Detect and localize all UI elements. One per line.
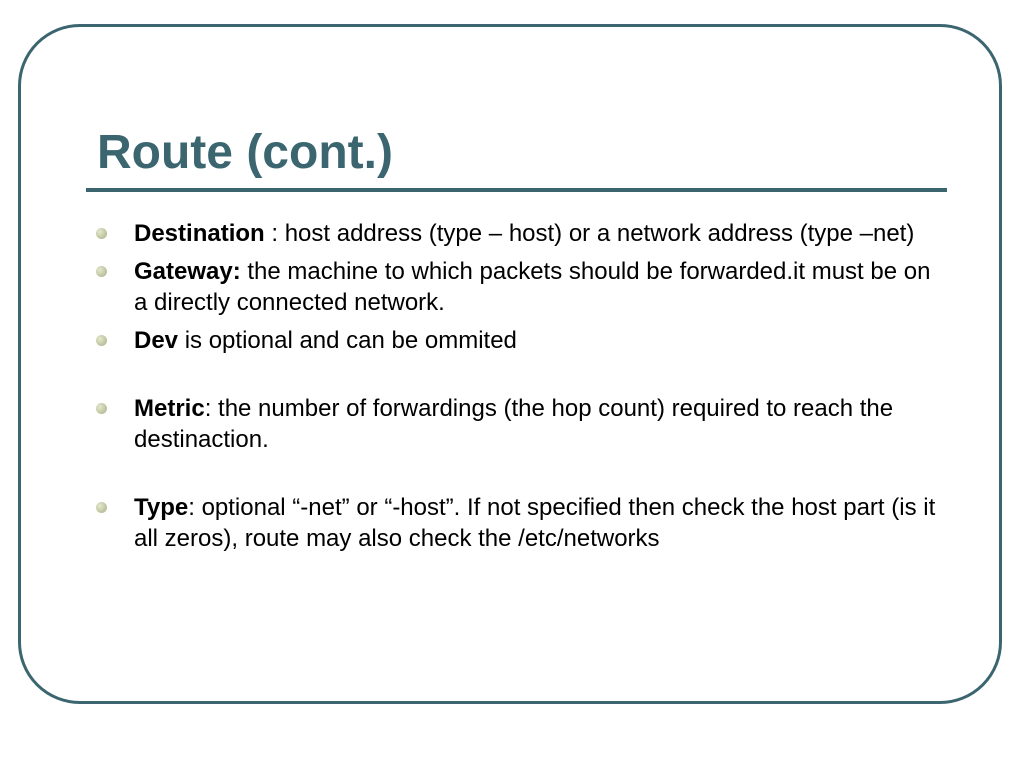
bullet-item-dev xyxy=(100,325,950,356)
bullet-text: is optional and can be ommited xyxy=(178,327,517,354)
bullet-text: : host address (type – host) or a network address (type –net) xyxy=(264,220,915,247)
bullet-item-gateway xyxy=(100,256,950,318)
bullet-term: Dev xyxy=(134,327,179,354)
bullet-term: Metric xyxy=(134,395,205,422)
bullet-dot-icon xyxy=(96,228,107,239)
title-underline xyxy=(86,188,947,192)
bullet-term: Type xyxy=(134,494,189,521)
bullet-list xyxy=(100,218,950,561)
bullet-text: : the number of forwardings (the hop count) required to reach the destinaction. xyxy=(134,395,894,453)
bullet-term: Gateway: xyxy=(134,258,241,285)
bullet-dot-icon xyxy=(96,266,107,277)
bullet-item-type xyxy=(100,492,950,554)
bullet-item-metric xyxy=(100,393,950,455)
bullet-dot-icon xyxy=(96,403,107,414)
slide-title: Route (cont.) xyxy=(97,126,393,179)
bullet-dot-icon xyxy=(96,502,107,513)
bullet-text: the machine to which packets should be forwarded.it must be on a directly connected network. xyxy=(134,258,931,316)
bullet-dot-icon xyxy=(96,335,107,346)
bullet-term: Destination xyxy=(134,220,265,247)
bullet-text: : optional “-net” or “-host”. If not specified then check the host part (is it all zeros), route may also check the /etc/networks xyxy=(134,494,936,552)
bullet-item-destination xyxy=(100,218,950,249)
